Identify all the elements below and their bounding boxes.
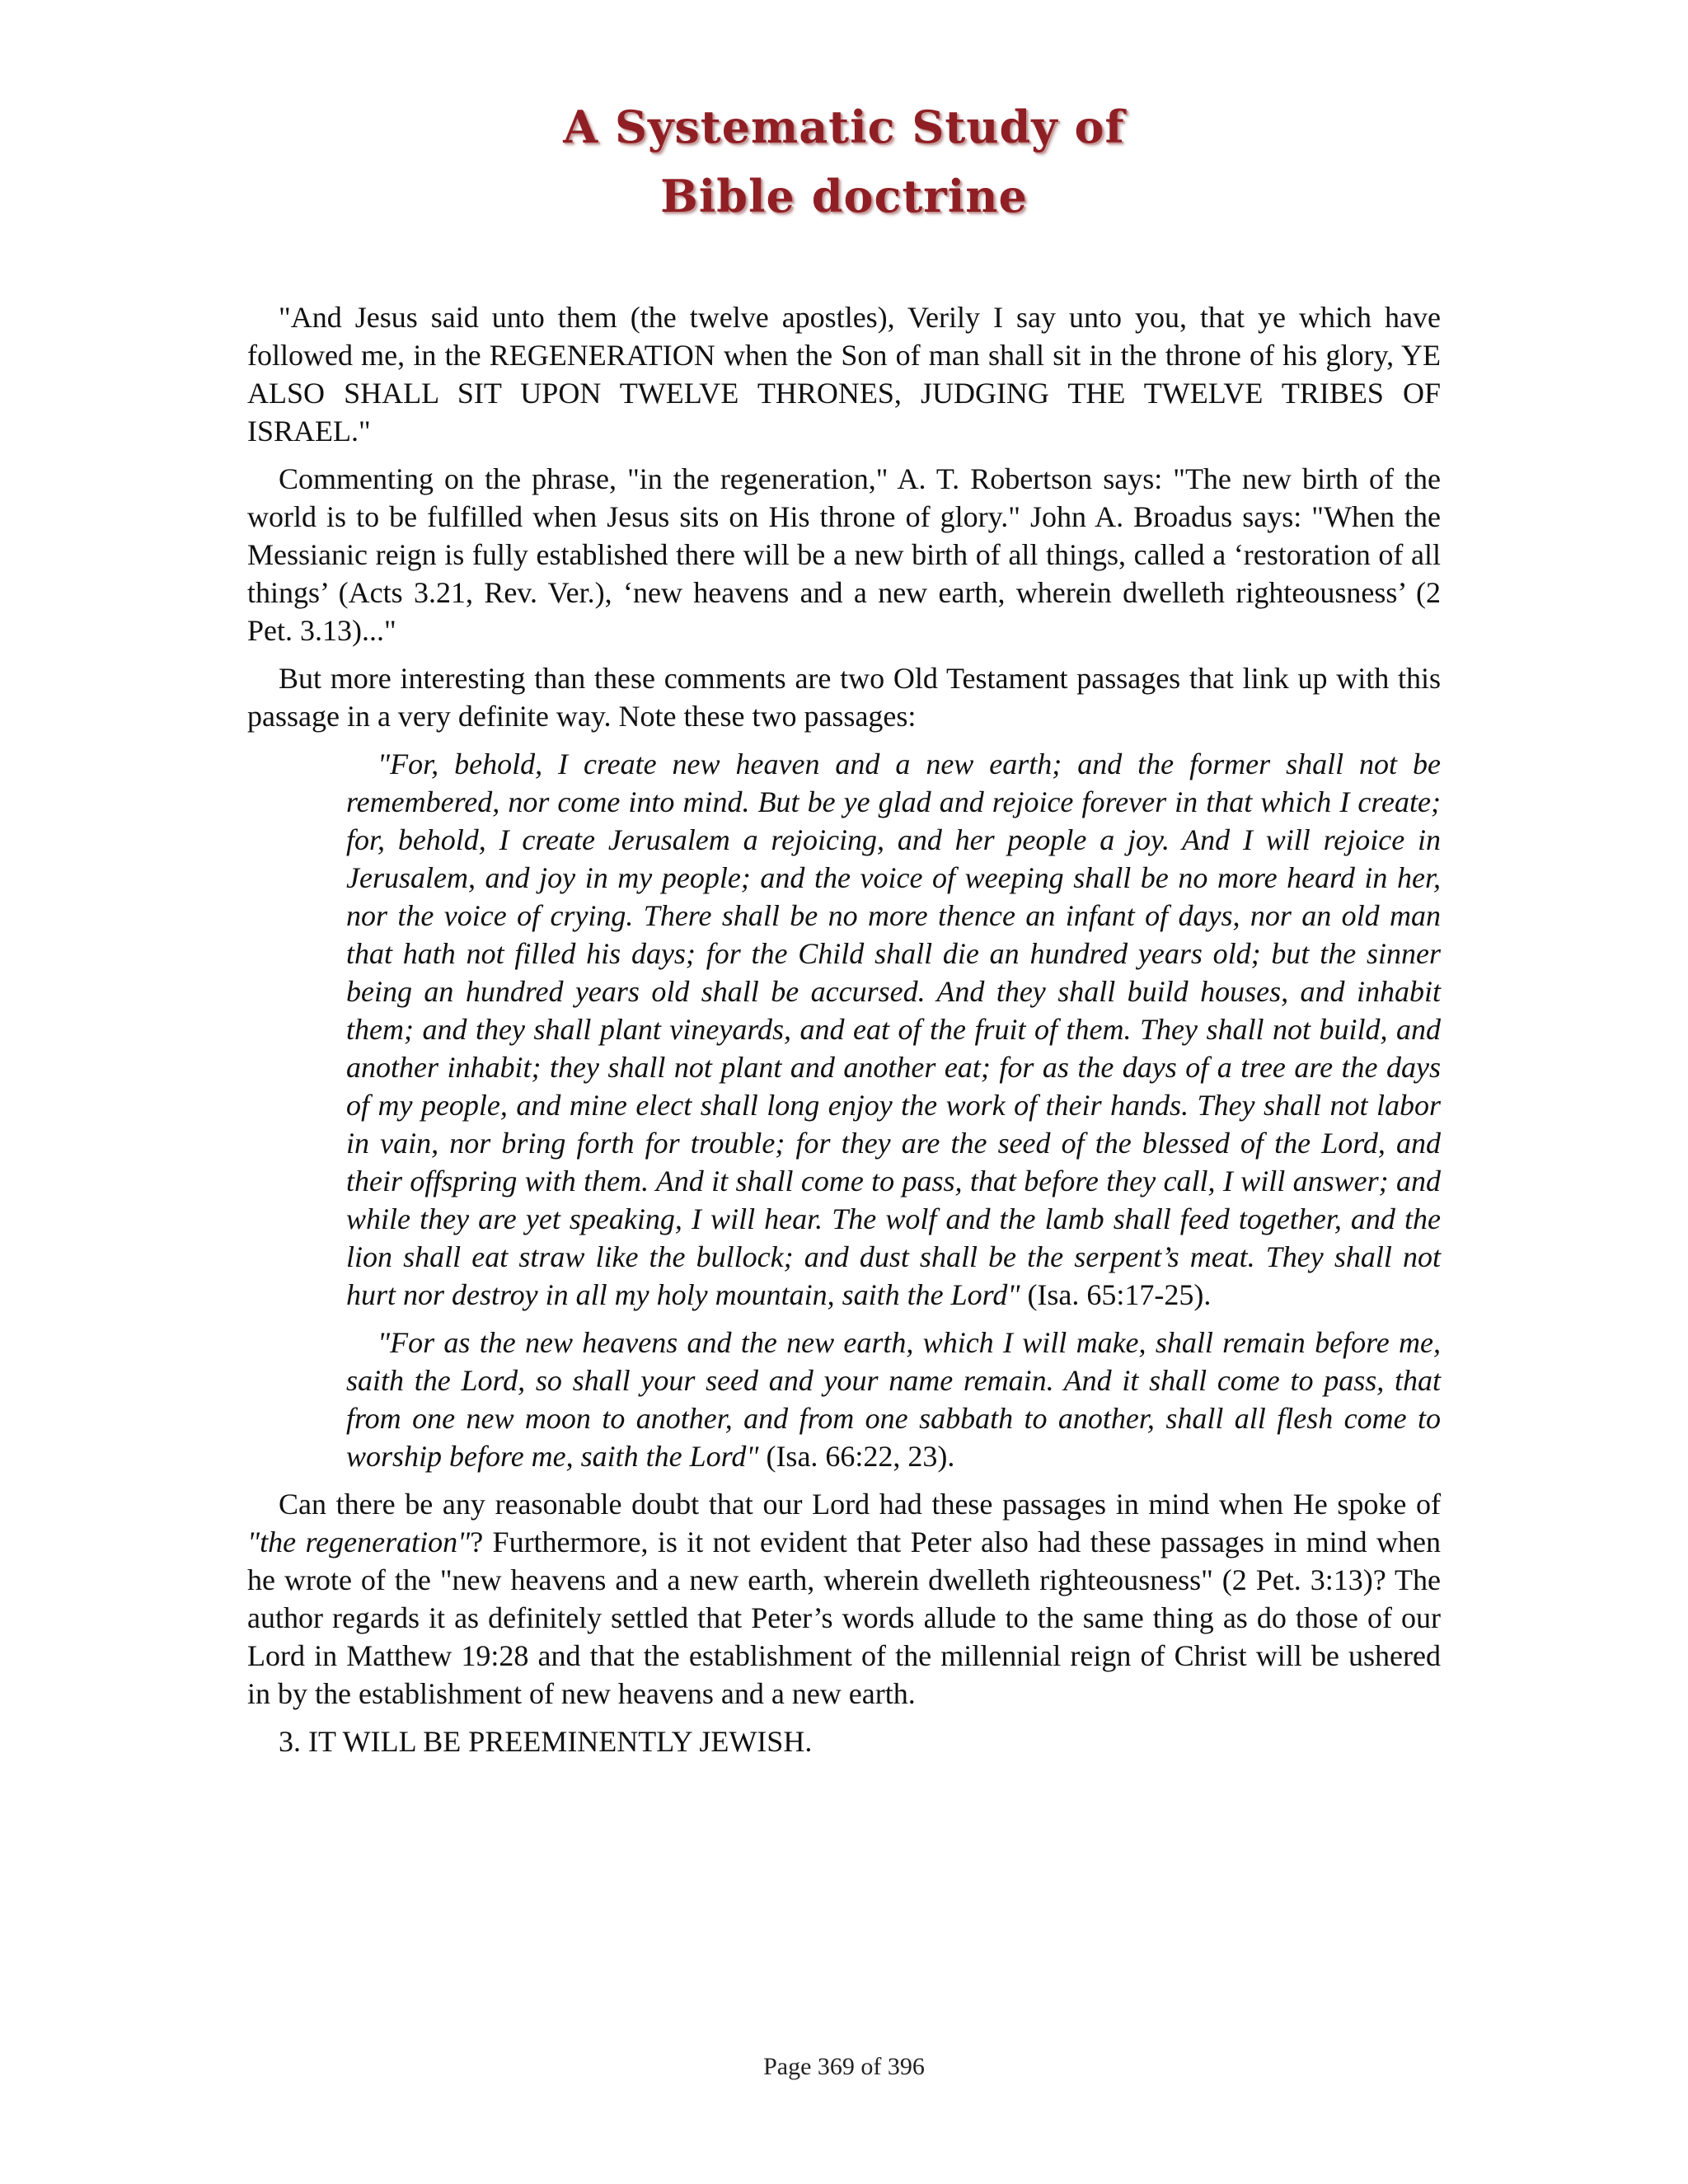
paragraph-conclusion [247,1485,1441,1713]
quote-text: "For, behold, I create new heaven and a new earth; and the former shall not be remembered, nor come into mind. But be ye glad and rejoice forever in that which I create; for, behold, I create Jerusalem a rejoicing, and her people a joy. And I will rejoice in Jerusalem, and joy in my people; and the voice of weeping shall be no more heard in her, nor the voice of crying. There shall be no more thence an infant of days, nor an old man that hath not filled his days; for the Child shall die an hundred years old; but the sinner being an hundred years old shall be accursed. And they shall build houses, and inhabit them; and they shall plant vineyards, and eat of the fruit of them. They shall not build, and another inhabit; they shall not plant and another eat; for as the days of a tree are the days of my people, and mine elect shall long enjoy the work of their hands. They shall not labor in vain, nor bring forth for trouble; for they are the seed of the blessed of the Lord, and their offspring with them. And it shall come to pass, that before they call, I will answer; and while they are yet speaking, I will hear. The wolf and the lamb shall feed together, and the lion shall eat straw like the bullock; and dust shall be the serpent’s meat. They shall not hurt nor destroy in all my holy mountain, saith the Lord" [346,748,1441,1311]
quote-text: "For as the new heavens and the new earth, which I will make, shall remain before me, saith the Lord, so shall your seed and your name remain. And it shall come to pass, that from one new moon to another, and from one sabbath to another, shall all flesh come to worship before me, saith the Lord" [346,1326,1441,1473]
paragraph-commentary: Commenting on the phrase, "in the regeneration," A. T. Robertson says: "The new birth of the world is to be fulfilled when Jesus sits on His throne of glory." John A. Broadus says: "When the Messianic reign is fully established there will be a new birth of all things, called a ‘restoration of all things’ (Acts 3.21, Rev. Ver.), ‘new heavens and a new earth, wherein dwelleth righteousness’ (2 Pet. 3.13)..." [247,462,1441,647]
paragraph-matthew-quote: "And Jesus said unto them (the twelve apostles), Verily I say unto you, that ye which have followed me, in the REGENERATION when the Son of man shall sit in the throne of his glory, YE ALSO SHALL SIT UPON TWELVE THRONES, JUDGING THE TWELVE TRIBES OF ISRAEL." [247,301,1441,448]
page-body [247,298,1441,1770]
paragraph-intro-passages: But more interesting than these comments are two Old Testament passages that link up with this passage in a very definite way. Note these two passages: [247,662,1441,733]
logo-line-1: A Systematic Study of [563,101,1125,153]
page-number: Page 369 of 396 [763,2053,925,2080]
quote-reference: (Isa. 66:22, 23). [758,1440,955,1473]
logo-line-2: Bible doctrine [660,170,1028,223]
paragraph-text: Can there be any reasonable doubt that our Lord had these passages in mind when He spoke of [279,1488,1441,1521]
paragraph-text: ? Furthermore, is it not evident that Peter also had these passages in mind when he wrote of the "new heavens and a new earth, wherein dwelleth righteousness" (2 Pet. 3:13)? The author regards it as definitely settled that Peter’s words allude to the same thing as do those of our Lord in Matthew 19:28 and that the establishment of the millennial reign of Christ will be ushered in by the establishment of new heavens and a new earth. [247,1526,1441,1710]
book-title-logo [0,92,1688,231]
block-quote-isaiah-65 [346,745,1441,1314]
quote-reference: (Isa. 65:17-25). [1020,1278,1212,1311]
block-quote-isaiah-66 [346,1324,1441,1475]
section-heading: 3. IT WILL BE PREEMINENTLY JEWISH. [279,1725,813,1758]
emphasis-text: "the regeneration" [247,1526,471,1558]
